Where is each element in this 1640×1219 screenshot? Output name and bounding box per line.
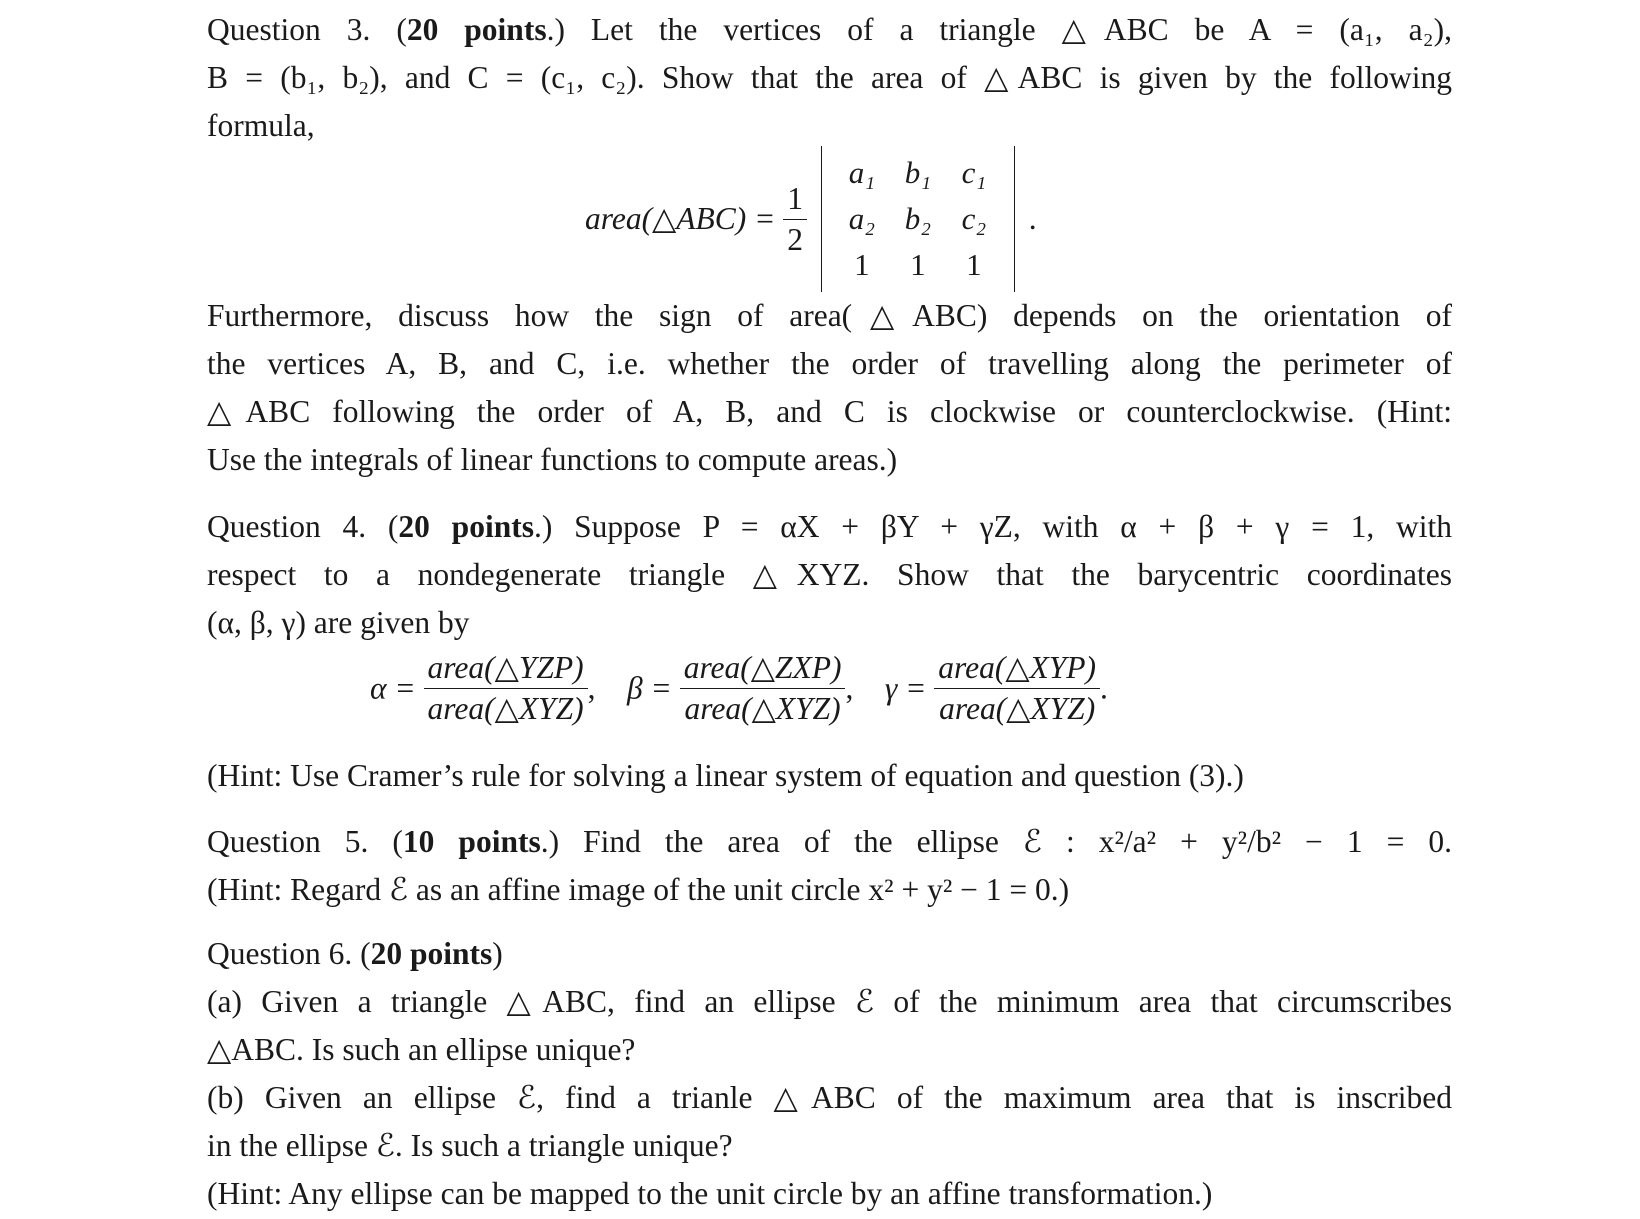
q3-disc-line-3: △ABC following the order of A, B, and C is clockwise or counterclockwise. (Hint: <box>207 394 1452 429</box>
matrix-cell: 1 <box>910 247 926 282</box>
q3-line-2: B = (b₁, b₂), and C = (c₁, c₂). Show that the area of △ABC is given by the following <box>207 60 1452 95</box>
q5-line-2: (Hint: Regard ℰ as an affine image of the unit circle x² + y² − 1 = 0.) <box>207 872 1070 907</box>
q4-text-1: Suppose P = αX + βY + γZ, with α + β + γ = 1, with <box>574 509 1453 544</box>
q3-text-1: Let the vertices of a triangle △ABC be A = (a₁, a₂), <box>590 12 1452 47</box>
fraction-numerator: 1 <box>783 181 807 220</box>
q5-points: 10 points <box>402 824 541 859</box>
gamma-fraction <box>934 650 1100 727</box>
q6-line-1: Question 6. (20 points) <box>207 936 503 971</box>
matrix-cell: b₂ <box>904 201 932 236</box>
q6-part-b-line-1: (b) Given an ellipse ℰ, find a trianle △ABC of the maximum area that is inscribed <box>207 1080 1452 1115</box>
q4-points: 20 points <box>398 509 534 544</box>
one-half-fraction <box>783 181 807 258</box>
beta-numerator: area(△ZXP) <box>680 650 846 689</box>
alpha-denominator: area(△XYZ) <box>427 691 584 726</box>
formula-period: . <box>1028 201 1037 236</box>
q3-disc-line-4: Use the integrals of linear functions to compute areas.) <box>207 442 898 477</box>
matrix-cell: c₁ <box>961 155 987 190</box>
beta-fraction <box>680 650 846 727</box>
question-6 <box>207 930 1452 1218</box>
matrix-cell: b₁ <box>904 155 932 190</box>
q4-hint-line: (Hint: Use Cramer’s rule for solving a linear system of equation and question (3).) <box>207 758 1244 793</box>
matrix-cell: 1 <box>966 247 982 282</box>
q4-line-2: respect to a nondegenerate triangle △XYZ. Show that the barycentric coordinates <box>207 557 1452 592</box>
question-3-intro <box>207 6 1452 150</box>
barycentric-formulas: α = $\frac{\text{area(△YZP)}}{\text{area(△XYZ)}}$ , β = $\frac{\text{area(△ZXP)}}{\text{area(△XYZ)}}$ , γ = $\frac{\text{area(△XYP)}}{\text{area(△XYZ)}}$ . <box>370 650 1108 726</box>
q6-hint-line: (Hint: Any ellipse can be mapped to the unit circle by an affine transformation.) <box>207 1176 1213 1211</box>
q6-points: 20 points <box>370 936 493 971</box>
matrix-cell: c₂ <box>961 201 987 236</box>
beta-eq: β = <box>626 670 672 706</box>
q6-label: Question 6. <box>207 936 353 971</box>
q3-line-3: formula, <box>207 108 315 143</box>
gamma-denominator: area(△XYZ) <box>939 691 1096 726</box>
q4-line-3: (α, β, γ) are given by <box>207 605 470 640</box>
question-3-discussion <box>207 292 1452 484</box>
q3-area-formula <box>585 146 1037 292</box>
q3-line-1: Question 3. (20 points.) Let the vertices of a triangle △ABC be A = (a₁, a₂), <box>207 12 1452 47</box>
alpha-fraction <box>424 650 588 727</box>
q3-points: 20 points <box>406 12 547 47</box>
gamma-numerator: area(△XYP) <box>934 650 1100 689</box>
beta-denominator: area(△XYZ) <box>684 691 841 726</box>
q5-text-1: Find the area of the ellipse ℰ : x²/a² + y²/b² − 1 = 0. <box>583 824 1452 859</box>
q3-disc-line-2: the vertices A, B, and C, i.e. whether the order of travelling along the perimeter of <box>207 346 1452 381</box>
question-4-intro <box>207 503 1452 647</box>
q5-line-1: Question 5. (10 points.) Find the area of the ellipse ℰ : x²/a² + y²/b² − 1 = 0. <box>207 824 1452 859</box>
alpha-eq: α = <box>370 670 416 706</box>
fraction-denominator: 2 <box>787 221 804 257</box>
formula-lhs: area(△ABC) = <box>585 201 776 236</box>
q4-label: Question 4. <box>207 509 367 544</box>
matrix-cell: a₁ <box>848 155 876 190</box>
q6-part-a-line-2: △ABC. Is such an ellipse unique? <box>207 1032 636 1067</box>
q3-label: Question 3. <box>207 12 371 47</box>
q6-part-b-line-2: in the ellipse ℰ. Is such a triangle unique? <box>207 1128 733 1163</box>
question-4-hint <box>207 752 1452 800</box>
q5-label: Question 5. <box>207 824 369 859</box>
q4-line-1: Question 4. (20 points.) Suppose P = αX + βY + γZ, with α + β + γ = 1, with <box>207 509 1453 544</box>
gamma-eq: γ = <box>884 670 927 706</box>
determinant-matrix <box>821 146 1015 292</box>
q6-part-a-line-1: (a) Given a triangle △ABC, find an ellipse ℰ of the minimum area that circumscribes <box>207 984 1452 1019</box>
alpha-numerator: area(△YZP) <box>424 650 588 689</box>
q3-disc-line-1: Furthermore, discuss how the sign of area(△ABC) depends on the orientation of <box>207 298 1452 333</box>
question-5 <box>207 818 1452 914</box>
matrix-cell: a₂ <box>848 201 876 236</box>
matrix-cell: 1 <box>854 247 870 282</box>
